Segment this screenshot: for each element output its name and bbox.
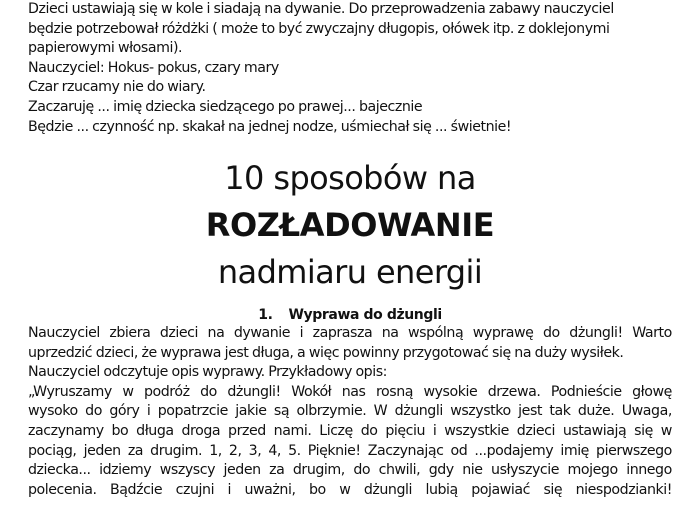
- intro-line: Zaczaruję ... imię dziecka siedzącego po prawej... bajecznie: [28, 98, 423, 115]
- body-line: Nauczyciel zbiera dzieci na dywanie i zaprasza na wspólną wyprawę do dżungli! Warto: [28, 325, 672, 341]
- body-line: polecenia. Bądźcie czujni i uważni, bo w dżungli lubią pojawiać się niespodzianki!: [28, 481, 672, 498]
- intro-line: Będzie ... czynność np. skakał na jednej nodze, uśmiechał się ... świetnie!: [28, 118, 512, 135]
- body-line: Nauczyciel odczytuje opis wyprawy. Przykładowy opis:: [28, 364, 388, 381]
- title-line-3: nadmiaru energii: [217, 253, 483, 291]
- body-line: dziecka... idziemy wszyscy jeden za drugim, do chwili, gdy nie usłyszycie mojego innego: [28, 462, 672, 479]
- intro-paragraph: [28, 0, 614, 137]
- title-line-1: 10 sposobów na: [224, 159, 476, 197]
- body-line: pociąg, jeden za drugim. 1, 2, 3, 4, 5. Pięknie! Zaczynając od ...podajemy imię pierwszego: [28, 442, 672, 459]
- body-line: „Wyruszamy w podróż do dżungli! Wokół nas rosną wysokie drzewa. Podnieście głowę: [28, 383, 672, 400]
- body-line: uprzedzić dzieci, że wyprawa jest długa, a więc powinny przygotować się na duży wysiłek.: [28, 344, 624, 361]
- intro-line: papierowymi włosami).: [28, 40, 183, 57]
- body-line: zaczynamy bo długa droga przed nami. Liczę do pięciu i wszystkie dzieci ustawiają się w: [28, 422, 672, 439]
- intro-line: Dzieci ustawiają się w kole i siadają na dywanie. Do przeprowadzenia zabawy nauczyciel: [28, 1, 614, 17]
- intro-line: będzie potrzebował różdżki ( może to być zwyczajny długopis, ołówek itp. z doklejonymi: [28, 20, 610, 37]
- section-title: Wyprawa do dżungli: [288, 307, 442, 323]
- section-heading: [28, 305, 672, 325]
- intro-line: Nauczyciel: Hokus- pokus, czary mary: [28, 59, 279, 76]
- intro-line: Czar rzucamy nie do wiary.: [28, 79, 206, 96]
- title-line-2: ROZŁADOWANIE: [205, 206, 495, 244]
- section-number: 1.: [258, 307, 273, 323]
- section-body: [28, 324, 672, 500]
- body-line: wysoko do góry i popatrzcie jakie są olbrzymie. W dżungli wszystko jest tak duże. Uwaga,: [28, 403, 672, 420]
